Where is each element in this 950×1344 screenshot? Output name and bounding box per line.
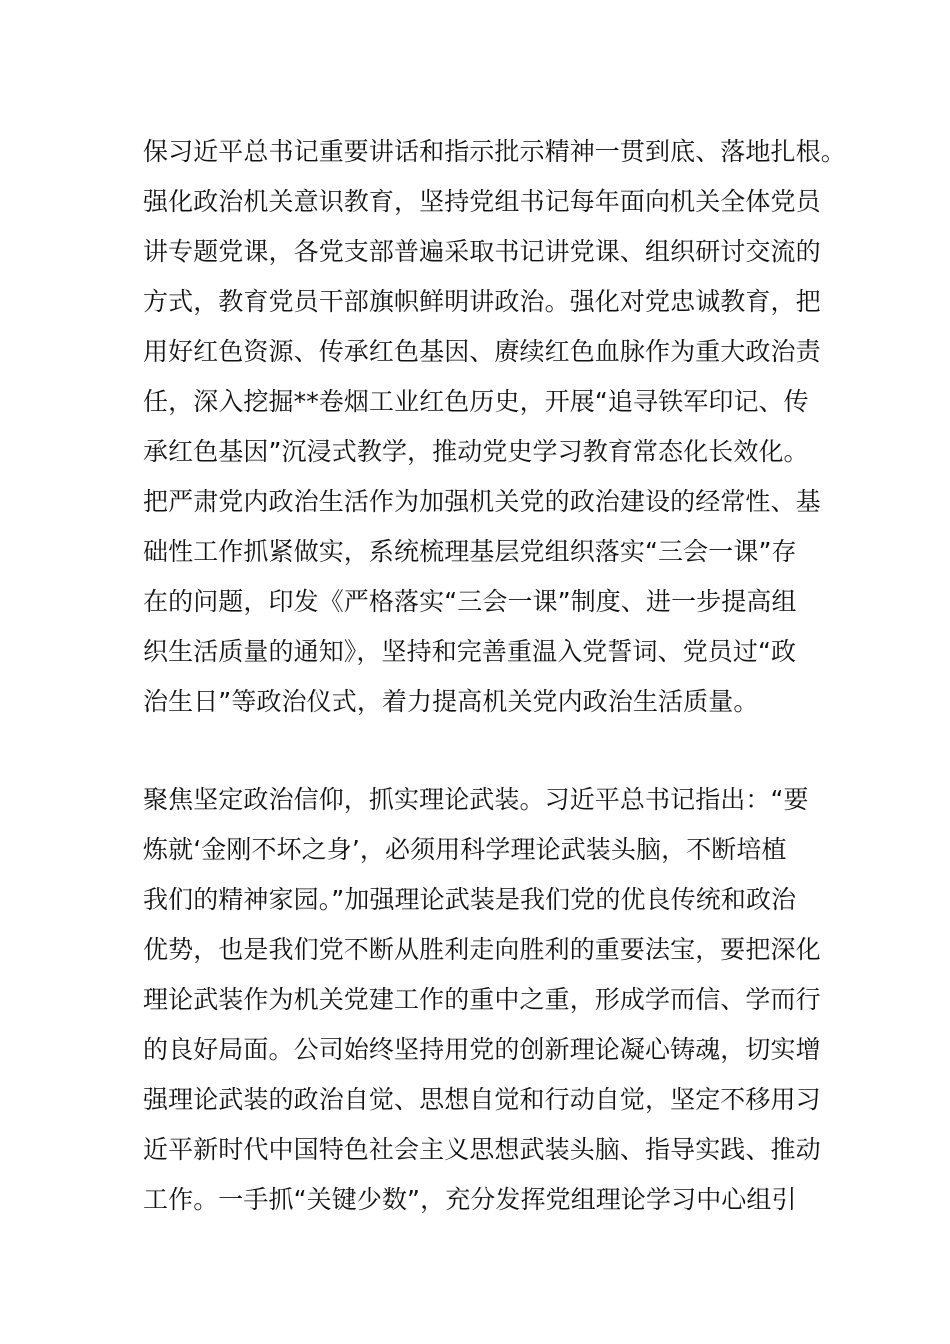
text-line: 工作。一手抓“关键少数”，充分发挥党组理论学习中心组引 — [143, 1185, 797, 1214]
paragraph-2 — [143, 775, 823, 1225]
text-line: 把严肃党内政治生活作为加强机关党的政治建设的经常性、基 — [143, 487, 821, 516]
text-line: 优势，也是我们党不断从胜利走向胜利的重要法宝，要把深化 — [143, 935, 821, 964]
text-line: 任，深入挖掘**卷烟工业红色历史，开展“追寻铁军印记、传 — [143, 387, 809, 416]
text-line: 的良好局面。公司始终坚持用党的创新理论凝心铸魂，切实增 — [143, 1035, 821, 1064]
text-line: 础性工作抓紧做实，系统梳理基层党组织落实“三会一课”存 — [143, 537, 797, 566]
paragraph-1 — [143, 127, 846, 727]
text-line: 强理论武装的政治自觉、思想自觉和行动自觉，坚定不移用习 — [143, 1085, 821, 1114]
text-line: 讲专题党课，各党支部普遍采取书记讲党课、组织研讨交流的 — [143, 237, 821, 266]
text-line: 理论武装作为机关党建工作的重中之重，形成学而信、学而行 — [143, 985, 821, 1014]
text-line: 近平新时代中国特色社会主义思想武装头脑、指导实践、推动 — [143, 1135, 821, 1164]
text-line: 治生日”等政治仪式，着力提高机关党内政治生活质量。 — [143, 687, 759, 716]
text-line: 炼就‘金刚不坏之身’，必须用科学理论武装头脑，不断培植 — [143, 835, 787, 864]
text-line: 织生活质量的通知》，坚持和完善重温入党誓词、党员过“政 — [143, 637, 797, 666]
text-line: 用好红色资源、传承红色基因、赓续红色血脉作为重大政治责 — [143, 337, 821, 366]
text-line: 方式，教育党员干部旗帜鲜明讲政治。强化对党忠诚教育，把 — [143, 287, 821, 316]
text-line: 承红色基因”沉浸式教学，推动党史学习教育常态化长效化。 — [143, 437, 809, 466]
text-line: 保习近平总书记重要讲话和指示批示精神一贯到底、落地扎根。 — [143, 137, 846, 166]
text-line: 聚焦坚定政治信仰，抓实理论武装。习近平总书记指出：“要 — [143, 785, 809, 814]
text-line: 强化政治机关意识教育，坚持党组书记每年面向机关全体党员 — [143, 187, 821, 216]
text-line: 在的问题，印发《严格落实“三会一课”制度、进一步提高组 — [143, 587, 797, 616]
text-line: 我们的精神家园。”加强理论武装是我们党的优良传统和政治 — [143, 885, 797, 914]
